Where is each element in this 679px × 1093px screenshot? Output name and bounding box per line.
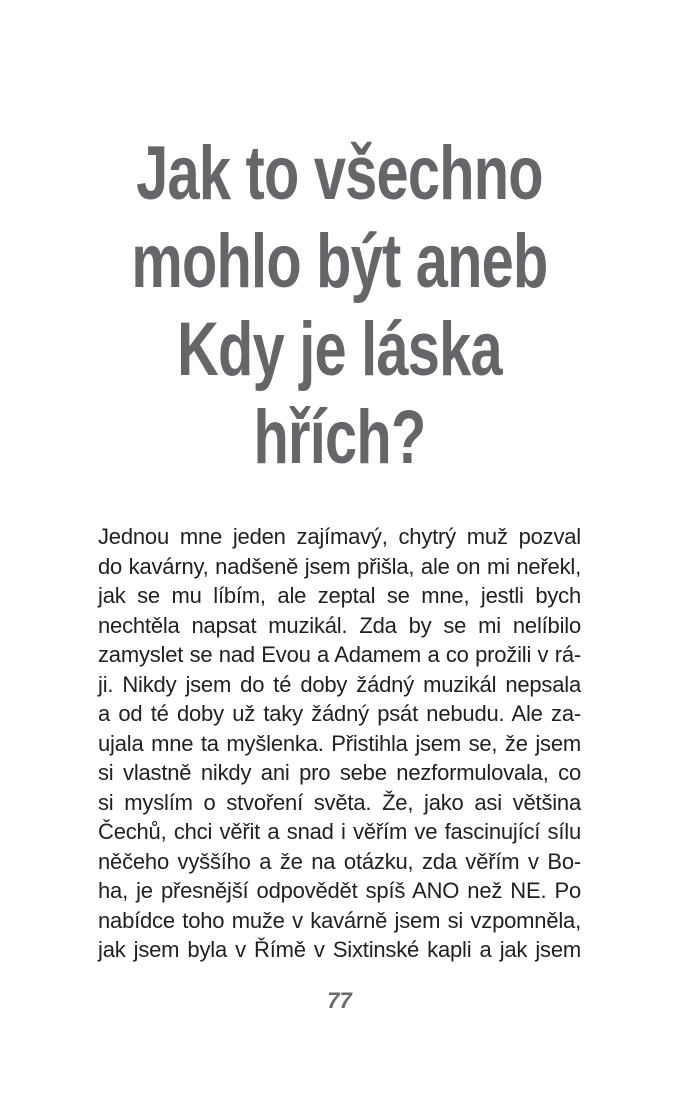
paragraph-line: Čechů, chci věřit a snad i věřím ve fascinující sílu	[98, 819, 581, 844]
paragraph-line: a od té doby už taky žádný psát nebudu. Ale za-	[98, 701, 581, 726]
page-number: 77	[327, 988, 352, 1013]
chapter-title-line: hřích?	[253, 395, 426, 480]
chapter-paragraph	[98, 522, 581, 965]
paragraph-line: jak jsem byla v Římě v Sixtinské kapli a jak jsem	[98, 937, 581, 962]
paragraph-line: si vlastně nikdy ani pro sebe nezformulovala, co	[98, 760, 581, 785]
paragraph-line: jak se mu líbím, ale zeptal se mne, jestli bych	[98, 583, 581, 608]
paragraph-line: Jednou mne jeden zajímavý, chytrý muž pozval	[98, 524, 581, 549]
paragraph-line: si myslím o stvoření světa. Že, jako asi většina	[98, 789, 581, 815]
paragraph-line: zamyslet se nad Evou a Adamem a co prožili v rá-	[98, 642, 581, 667]
paragraph-line: ha, je přesnější odpovědět spíš ANO než NE. Po	[98, 878, 581, 903]
paragraph-line: ji. Nikdy jsem do té doby žádný muzikál nepsala	[98, 671, 581, 697]
chapter-title-line: Jak to všechno	[136, 131, 543, 216]
paragraph-line: do kavárny, nadšeně jsem přišla, ale on mi neřekl,	[98, 553, 581, 579]
paragraph-line: ujala mne ta myšlenka. Přistihla jsem se, že jsem	[98, 730, 581, 756]
paragraph-line: něčeho vyššího a že na otázku, zda věřím v Bo-	[98, 848, 581, 874]
paragraph-line: nabídce toho muže v kavárně jsem si vzpomněla,	[98, 907, 581, 933]
chapter-title-line: Kdy je láska	[177, 307, 502, 392]
paragraph-line: nechtěla napsat muzikál. Zda by se mi nelíbilo	[98, 612, 581, 638]
chapter-title	[0, 130, 679, 482]
chapter-title-line: mohlo být aneb	[131, 219, 548, 304]
